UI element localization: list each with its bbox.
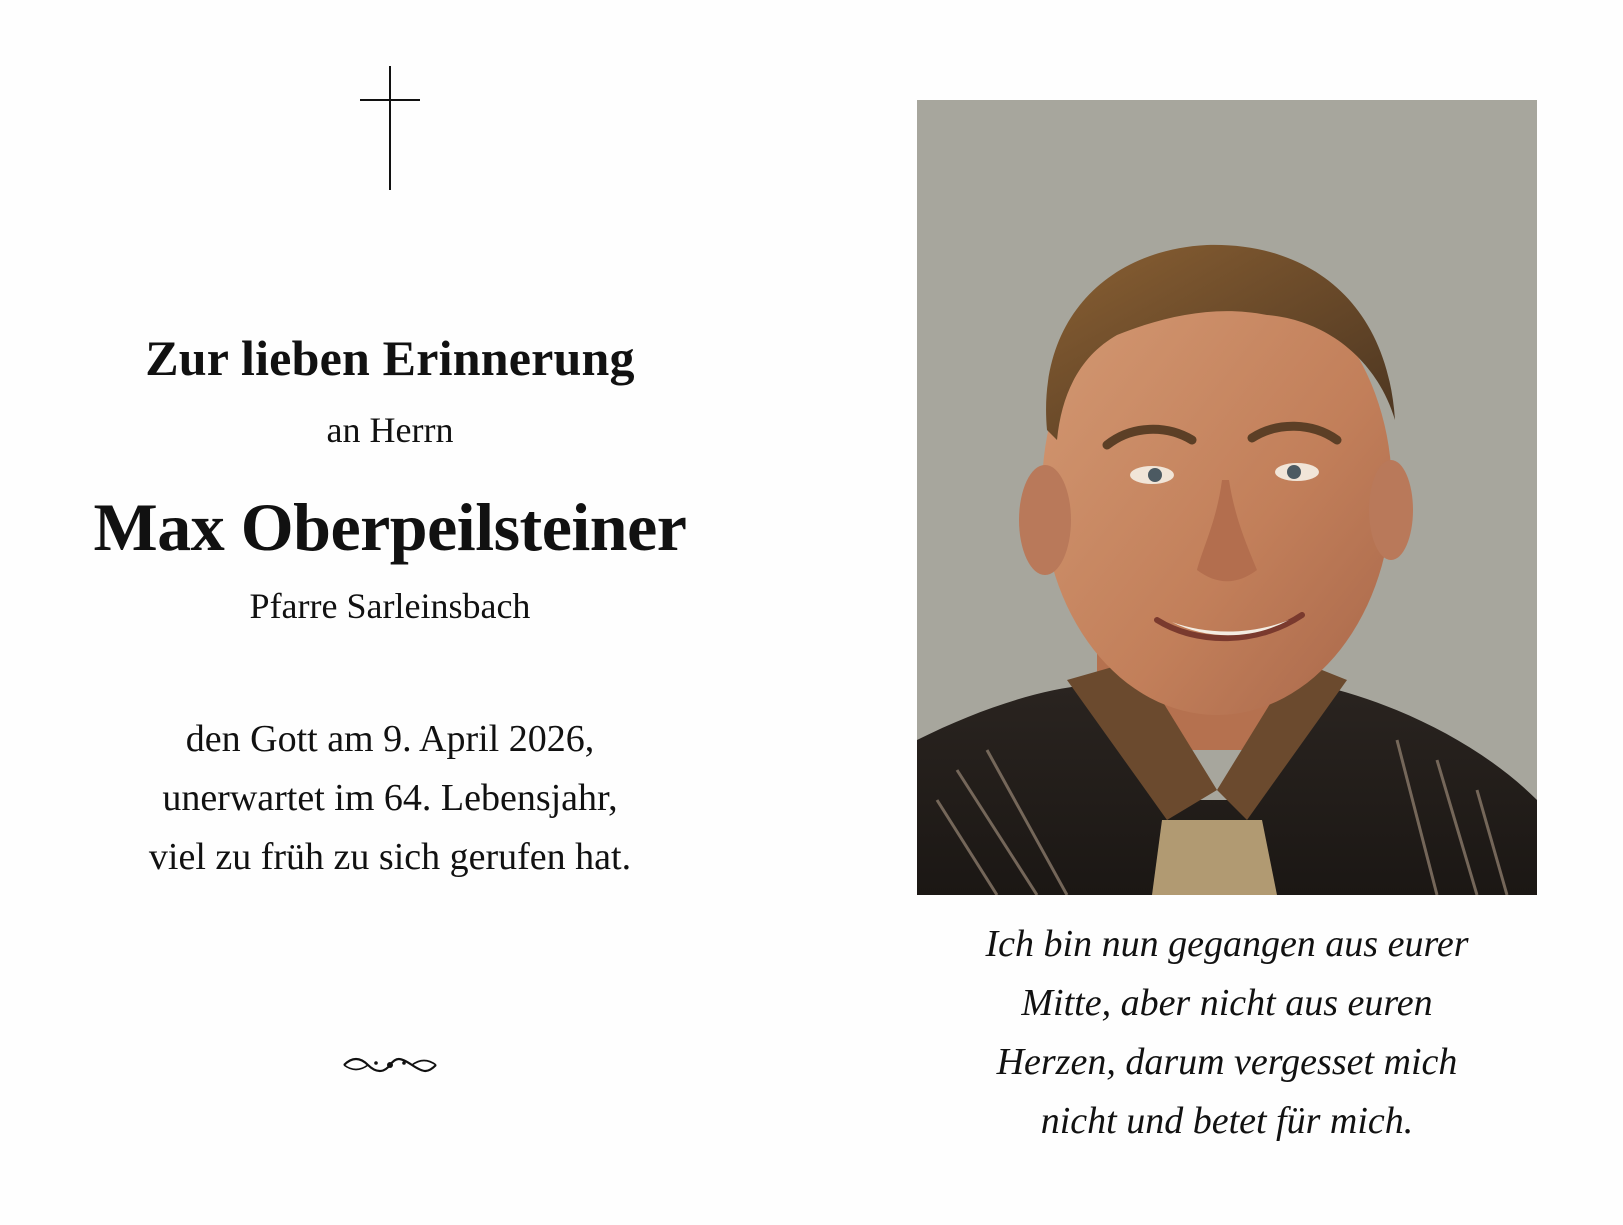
- memorial-text-column: [40, 0, 740, 1225]
- deceased-name: Max Oberpeilsteiner: [93, 489, 687, 565]
- verse-line: nicht und betet für mich.: [1040, 1100, 1414, 1142]
- cross-icon: [360, 66, 420, 190]
- death-notice-line: unerwartet im 64. Lebensjahr,: [162, 777, 618, 819]
- memorial-verse: [917, 915, 1537, 1151]
- death-notice-line: den Gott am 9. April 2026,: [185, 718, 595, 760]
- verse-line: Mitte, aber nicht aus euren: [1021, 982, 1433, 1024]
- verse-line: Ich bin nun gegangen aus eurer: [985, 923, 1469, 965]
- death-notice-line: viel zu früh zu sich gerufen hat.: [148, 836, 632, 878]
- portrait-photo: [917, 100, 1537, 895]
- memorial-heading: Zur lieben Erinnerung: [145, 330, 635, 386]
- verse-line: Herzen, darum vergesset mich: [996, 1041, 1458, 1083]
- parish: Pfarre Sarleinsbach: [249, 586, 531, 626]
- salutation: an Herrn: [326, 410, 454, 450]
- ornament-divider-icon: [340, 1055, 440, 1075]
- death-notice: [40, 710, 740, 887]
